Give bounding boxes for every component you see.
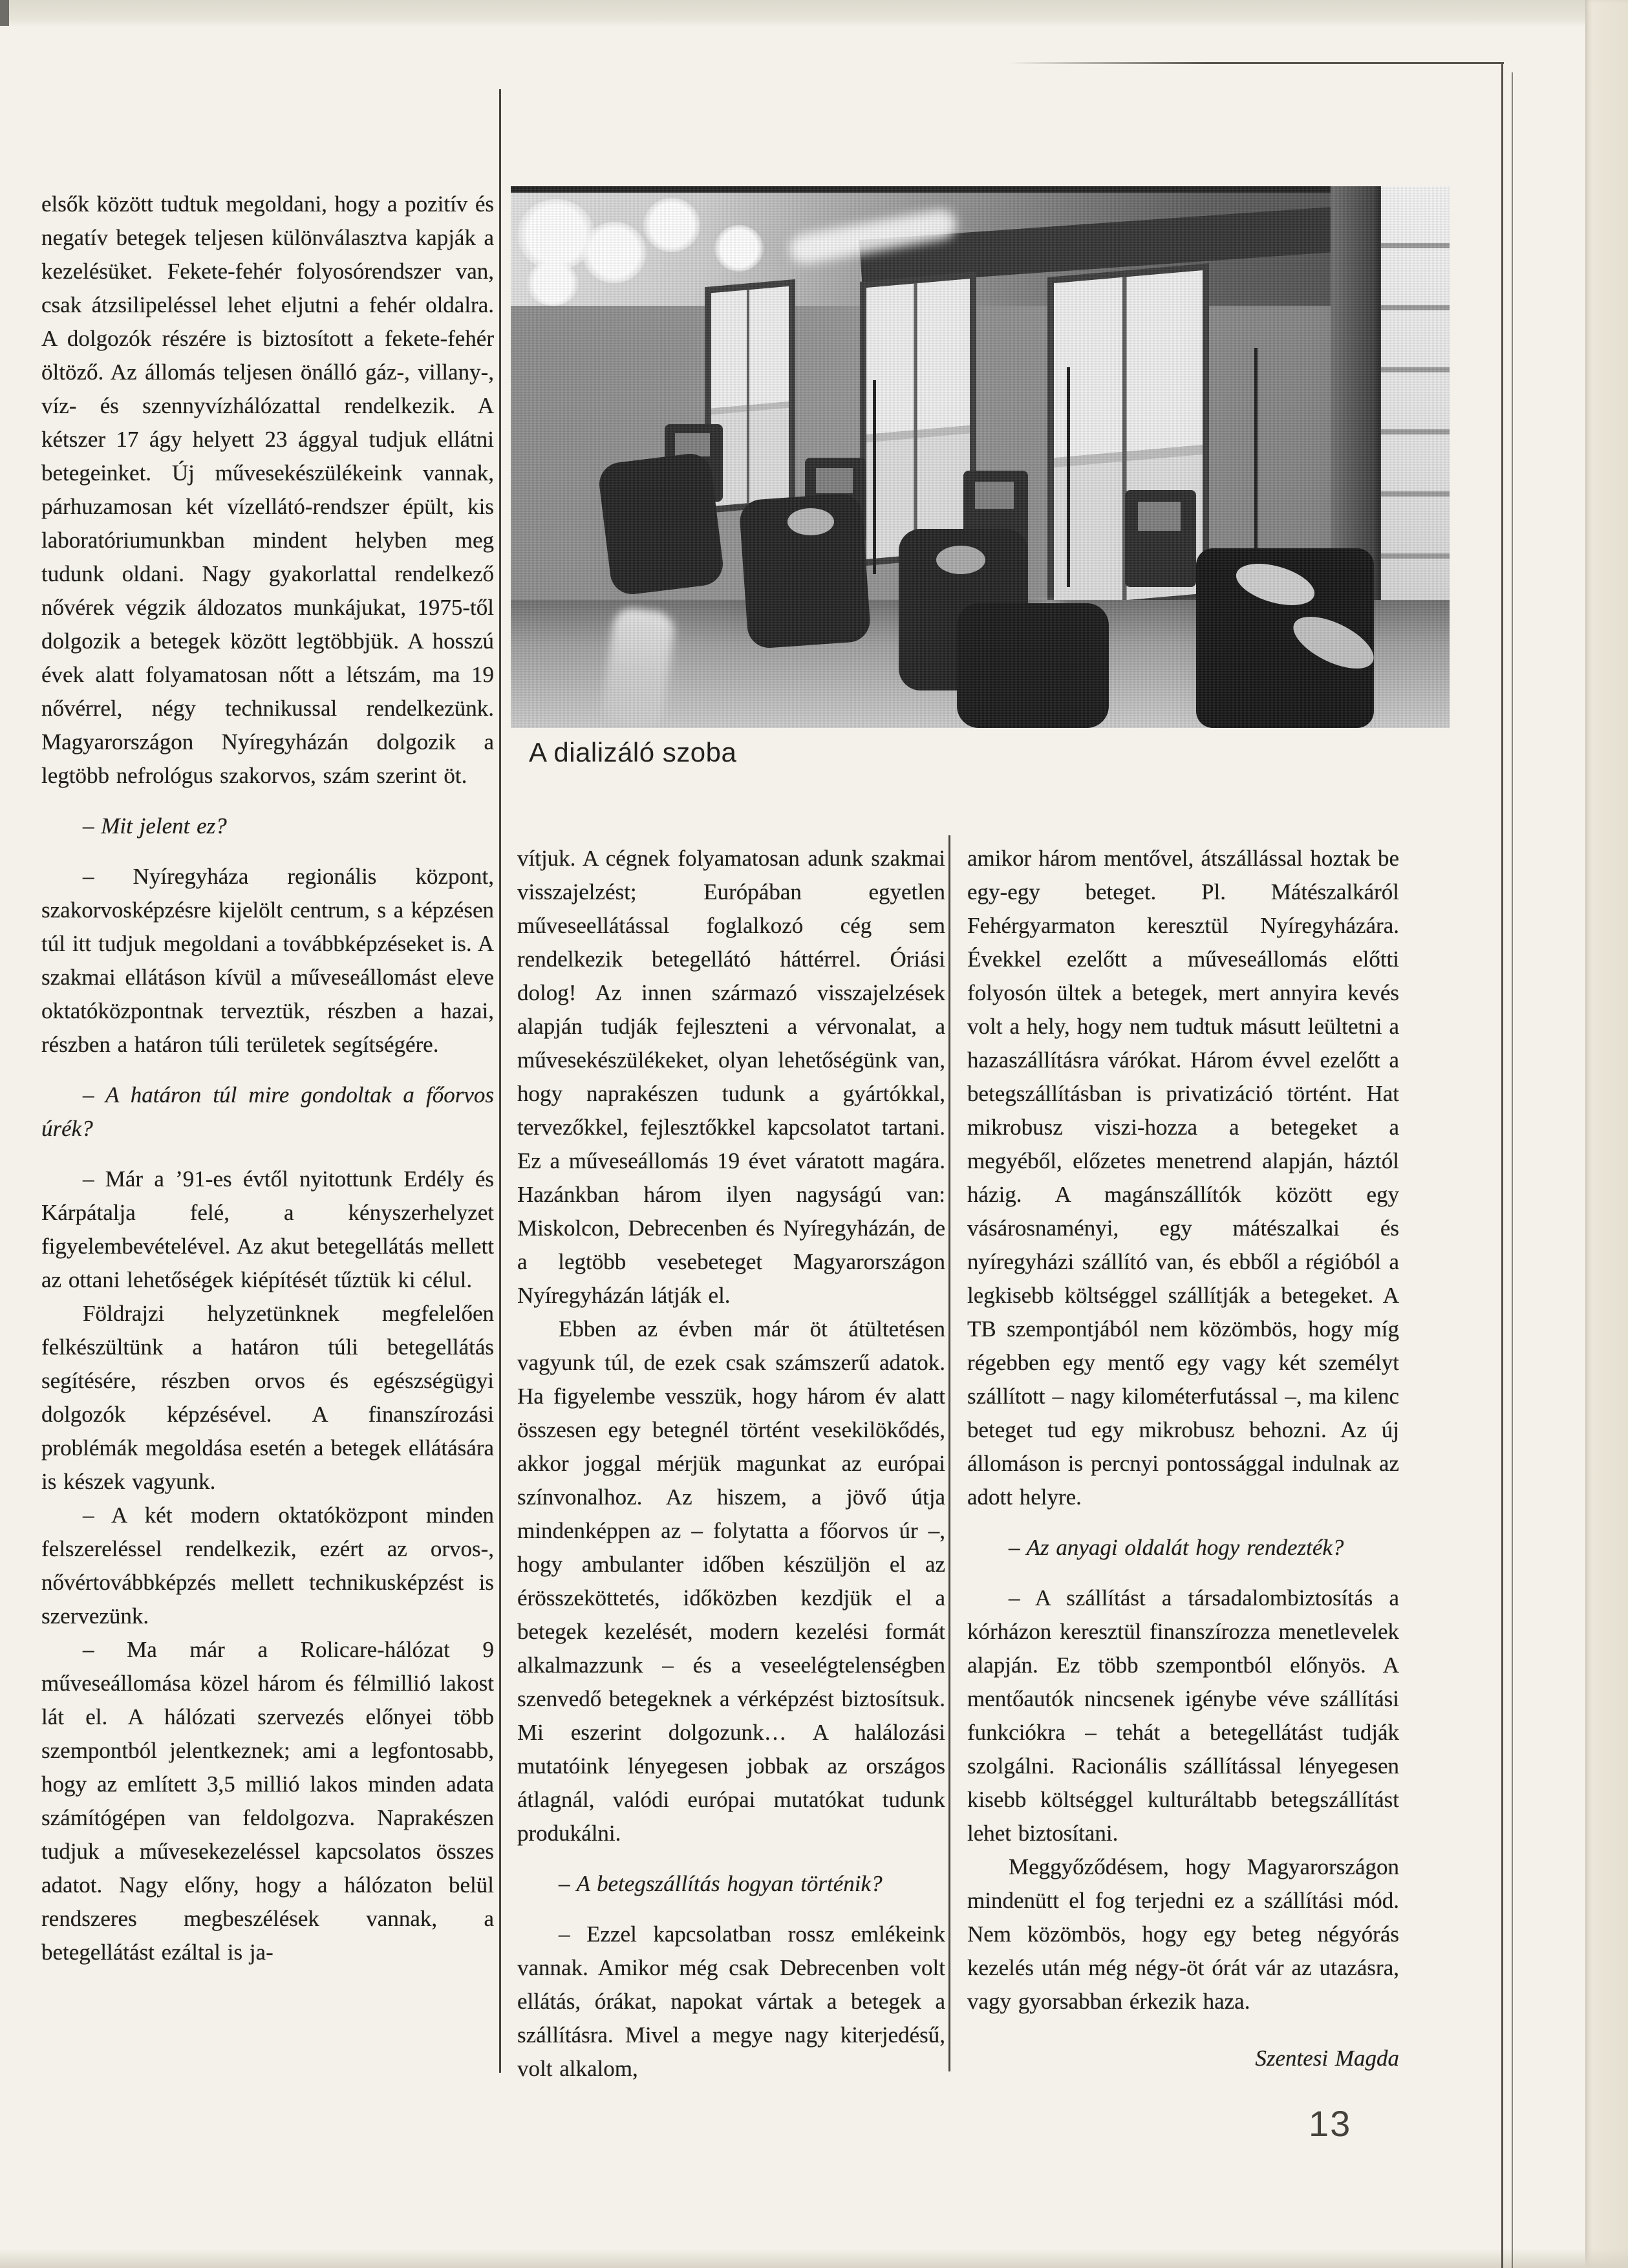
article-paragraph: – Már a ’91-es évtől nyitottunk Erdély és Kárpátalja felé, a kényszerhelyzet figyelembevételével. Az akut betegellátás mellett az ottani lehetőségek kiépítését tűztük ki célul. bbox=[41, 1166, 494, 1292]
page-frame-line-vertical bbox=[1501, 62, 1503, 2268]
interview-question: – A határon túl mire gondoltak a főorvos úrék? bbox=[41, 1082, 494, 1141]
photo-halftone-grain bbox=[511, 186, 1450, 728]
article-column-left bbox=[41, 187, 494, 1969]
column-divider-left bbox=[499, 89, 501, 2073]
article-column-right bbox=[967, 842, 1399, 2075]
dialysis-room-photo bbox=[511, 186, 1450, 728]
article-column-middle bbox=[517, 842, 945, 2086]
article-paragraph: – A szállítást a társadalombiztosítás a kórházon keresztül finanszírozza menetlevelek alapján. Ez több szempontból előnyös. A mentőautók nincsenek igénybe véve szállítási funkciókra – tehát a betegellátást tudják szolgálni. Racionális szállítással lényegesen kisebb költséggel kulturáltabb betegszállítást lehet biztosítani. bbox=[967, 1585, 1399, 1846]
scan-right-edge bbox=[1585, 0, 1628, 2268]
page-frame-line-vertical-2 bbox=[1512, 72, 1513, 2268]
article-paragraph: – Ezzel kapcsolatban rossz emlékeink vannak. Amikor még csak Debrecenben volt ellátás, órákat, napokat vártak a betegek a szállításra. Mivel a megye nagy kiterjedésű, volt alkalom, bbox=[517, 1921, 945, 2081]
page-number: 13 bbox=[1309, 2103, 1352, 2144]
column-divider-middle bbox=[948, 835, 950, 2071]
article-paragraph: amikor három mentővel, átszállással hoztak be egy-egy beteget. Pl. Mátészalkáról Fehérgyarmaton keresztül Nyíregyházára. Évekkel ezelőtt a műveseállomás előtti folyosón ültek a betegek, mert annyira kevés volt a hely, hogy nem tudtuk másutt leültetni a hazaszállításra várókat. Három évvel ezelőtt a betegszállításban is privatizáció történt. Hat mikrobusz viszi-hozza a betegeket a megyéből, előzetes menetrend alapján, háztól házig. A magánszállítók között egy vásárosnaményi, egy mátészalkai és nyíregyházi szállító van, és ebből a régióból a legkisebb költséggel szállítják a betegeket. A TB szempontjából nem közömbös, hogy míg régebben egy mentő egy vagy két személyt szállított – nagy kilométerfutással –, ma kilenc beteget tud egy mikrobusz behozni. Az új állomáson is percnyi pontossággal indulnak az adott helyre. bbox=[967, 846, 1399, 1510]
author-signature: Szentesi Magda bbox=[1255, 2046, 1399, 2071]
scan-bottom-shadow bbox=[0, 2249, 1628, 2268]
interview-question: – Mit jelent ez? bbox=[83, 813, 227, 839]
article-paragraph: – A két modern oktatóközpont minden felszereléssel rendelkezik, ezért az orvos-, nővértovábbképzés mellett technikusképzést is szervezünk. bbox=[41, 1503, 494, 1629]
photo-caption: A dializáló szoba bbox=[529, 737, 737, 767]
article-paragraph: Földrajzi helyzetünknek megfelelően felkészültünk a határon túli betegellátás segítésére, részben orvos és egészségügyi dolgozók képzésével. A finanszírozási problémák megoldása esetén a betegek ellátására is készek vagyunk. bbox=[41, 1301, 494, 1494]
scan-corner-mark bbox=[0, 0, 9, 26]
article-paragraph: – Ma már a Rolicare-hálózat 9 műveseállomása közel három és félmillió lakost lát el. A hálózati szervezés előnyei több szempontból jelentkeznek; ami a legfontosabb, hogy az említett 3,5 millió lakos minden adata számítógépen van feldolgozva. Naprakészen tudjuk a művesekezeléssel kapcsolatos összes adatot. Nagy előny, hogy a hálózaton belül rendszeres megbeszélések vannak, a betegellátást ezáltal is ja- bbox=[41, 1637, 494, 1965]
article-paragraph: Meggyőződésem, hogy Magyarországon mindenütt el fog terjedni ez a szállítási mód. Nem közömbös, hogy egy beteg négyórás kezelés után még négy-öt órát vár az utazásra, vagy gyorsabban érkezik haza. bbox=[967, 1854, 1399, 2014]
article-paragraph: elsők között tudtuk megoldani, hogy a pozitív és negatív betegek teljesen különválasztva kapják a kezelésüket. Fekete-fehér folyosórendszer van, csak átzsilipeléssel lehet eljutni a fehér oldalra. A dolgozók részére is biztosított a fekete-fehér öltöző. Az állomás teljesen önálló gáz-, villany-, víz- és szennyvízhálózattal rendelkezik. A kétszer 17 ágy helyett 23 ággyal tudjuk ellátni betegeinket. Új művesekészülékeink vannak, párhuzamosan két vízellátó-rendszer épült, kis laboratóriumunkban mindent helyben meg tudunk oldani. Nagy gyakorlattal rendelkező nővérek végzik áldozatos munkájukat, 1975-től dolgozik a betegek között legtöbbjük. A hosszú évek alatt folyamatosan nőtt a létszám, ma 19 nővérrel, négy technikussal rendelkezünk. Magyarországon Nyíregyházán dolgozik a legtöbb nefrológus szakorvos, szám szerint öt. bbox=[41, 191, 494, 788]
scan-top-edge bbox=[0, 0, 1628, 27]
article-paragraph: – Nyíregyháza regionális központ, szakorvosképzésre kijelölt centrum, s a képzésen túl itt tudjuk megoldani a továbbképzéseket is. A szakmai ellátáson kívül a műveseállomást eleve oktatóközpontnak terveztük, részben a hazai, részben a határon túli területek segítségére. bbox=[41, 864, 494, 1057]
interview-question: – A betegszállítás hogyan történik? bbox=[559, 1871, 883, 1896]
interview-question: – Az anyagi oldalát hogy rendezték? bbox=[1009, 1535, 1344, 1560]
page-frame-line-horizontal bbox=[1009, 62, 1504, 64]
article-paragraph: vítjuk. A cégnek folyamatosan adunk szakmai visszajelzést; Európában egyetlen műveseellátással foglalkozó cég sem rendelkezik betegellátó háttérrel. Óriási dolog! Az innen származó visszajelzések alapján tudják fejleszteni a vérvonalat, a művesekészülékeket, olyan lehetőségünk van, hogy naprakészen tudunk a gyártókkal, tervezőkkel, fejlesztőkkel kapcsolatot tartani. Ez a műveseállomás 19 évet váratott magára. Hazánkban három ilyen nagyságú van: Miskolcon, Debrecenben és Nyíregyházán, de a legtöbb vesebeteget Magyarországon Nyíregyházán látják el. bbox=[517, 846, 945, 1308]
article-paragraph: Ebben az évben már öt átültetésen vagyunk túl, de ezek csak számszerű adatok. Ha figyelembe vesszük, hogy három év alatt összesen egy betegnél történt vesekilökődés, akkor joggal mérjük magunkat az európai színvonalhoz. Az hiszem, a jövő útja mindenképpen az – folytatta a főorvos úr –, hogy ambulanter időben készüljön el az érösszeköttetés, időközben kezdjük el a betegek kezelését, modern kezelési formát alkalmazzunk – és a veseelégtelenségben szenvedő betegeknek a vérképzést biztosítsuk. Mi eszerint dolgozunk… A halálozási mutatóink lényegesen jobbak az országos átlagnál, valódi európai mutatókat tudunk produkálni. bbox=[517, 1316, 945, 1846]
